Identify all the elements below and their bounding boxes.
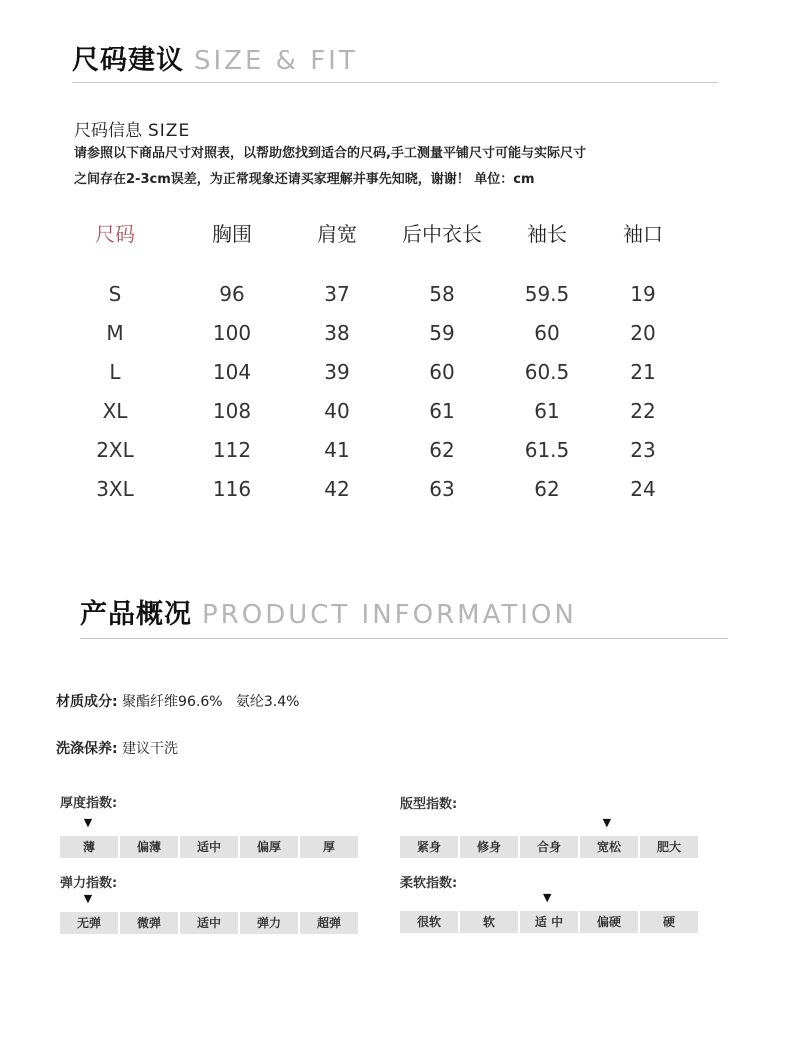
softness-index-option: 偏硬 [580, 911, 638, 933]
size-table-cell: 60 [429, 360, 455, 384]
size-section-title [72, 38, 358, 77]
size-table-cell: 21 [630, 360, 656, 384]
care-value: 建议干洗 [122, 741, 179, 757]
product-section-title [80, 592, 577, 631]
size-table-cell: 116 [212, 477, 252, 501]
size-table-cell: 23 [630, 438, 656, 462]
fit-index-label: 版型指数: [400, 797, 458, 812]
softness-index-marker-icon: ▼ [543, 891, 552, 904]
fit-index-marker-icon: ▼ [602, 816, 612, 829]
softness-index-label: 柔软指数: [400, 876, 458, 891]
product-title-cn: 产品概况 [80, 599, 192, 630]
size-table-cell: 112 [212, 438, 252, 462]
softness-index-bar [400, 911, 698, 933]
elasticity-index-option: 超弹 [300, 912, 358, 934]
elasticity-index-bar [60, 912, 358, 934]
size-table-cell: XL [102, 399, 128, 423]
elasticity-index-marker-icon: ▼ [83, 892, 93, 905]
thickness-index-option: 厚 [300, 836, 358, 858]
elasticity-index-option: 微弹 [120, 912, 178, 934]
care-label: 洗涤保养: [56, 741, 118, 757]
size-table-cell: 37 [324, 282, 350, 306]
size-table-cell: 60.5 [524, 360, 570, 384]
size-info-title-cn: 尺码信息 [74, 121, 142, 141]
size-table-cell: 61 [534, 399, 560, 423]
material-value: 聚酯纤维96.6% 氨纶3.4% [122, 694, 300, 710]
size-table-cell: 61.5 [524, 438, 570, 462]
size-table-cell: 2XL [96, 438, 134, 462]
size-table-cell: 60 [534, 321, 560, 345]
fit-index-option: 修身 [460, 836, 518, 858]
size-table-row [60, 399, 710, 438]
product-title-en: PRODUCT INFORMATION [202, 600, 577, 630]
elasticity-index-option: 弹力 [240, 912, 298, 934]
size-table-cell: 20 [630, 321, 656, 345]
size-table-cell: 3XL [96, 477, 134, 501]
size-table-cell: 42 [324, 477, 350, 501]
size-table-cell: 62 [534, 477, 560, 501]
material-label: 材质成分: [56, 694, 118, 710]
elasticity-index-label: 弹力指数: [60, 876, 118, 891]
fit-index-option: 合身 [520, 836, 578, 858]
thickness-index-bar [60, 836, 358, 858]
size-table-cell: 41 [324, 438, 350, 462]
size-table-row [60, 321, 710, 360]
thickness-index-option: 适中 [180, 836, 238, 858]
fit-index-option: 肥大 [640, 836, 698, 858]
size-table-row [60, 438, 710, 477]
size-table-row [60, 360, 710, 399]
size-table-cell: 104 [212, 360, 252, 384]
size-table-cell: 61 [429, 399, 455, 423]
size-table-cell: 19 [630, 282, 656, 306]
size-table-cell: 63 [429, 477, 455, 501]
thickness-index-marker-icon: ▼ [83, 816, 93, 829]
thickness-index-option: 偏厚 [240, 836, 298, 858]
thickness-index-option: 薄 [60, 836, 118, 858]
size-table-cell: 59.5 [524, 282, 570, 306]
size-table-header-cell: 尺码 [95, 222, 135, 246]
size-table-header-cell: 肩宽 [317, 222, 357, 246]
size-table-header [60, 218, 710, 282]
size-table-cell: 108 [212, 399, 252, 423]
size-intro-line-2: 之间存在2-3cm误差，为正常现象还请买家理解并事先知晓，谢谢！ 单位：cm [74, 172, 535, 187]
care-row [56, 738, 178, 758]
fit-index-option: 宽松 [580, 836, 638, 858]
thickness-index-option: 偏薄 [120, 836, 178, 858]
size-table-cell: 100 [212, 321, 252, 345]
size-table-cell: 39 [324, 360, 350, 384]
size-table-cell: 40 [324, 399, 350, 423]
size-intro-line-1: 请参照以下商品尺寸对照表，以帮助您找到适合的尺码,手工测量平铺尺寸可能与实际尺寸 [74, 146, 586, 161]
material-row [56, 691, 299, 711]
fit-index-option: 紧身 [400, 836, 458, 858]
size-table-cell: 22 [630, 399, 656, 423]
size-table-cell: 38 [324, 321, 350, 345]
size-title-divider [72, 82, 718, 83]
softness-index-option: 适 中 [520, 911, 578, 933]
size-table-cell: 58 [429, 282, 455, 306]
size-table-header-cell: 胸围 [212, 222, 252, 246]
size-table [60, 218, 710, 516]
size-info-heading [74, 116, 190, 141]
thickness-index-label: 厚度指数: [60, 796, 118, 811]
size-table-row [60, 282, 710, 321]
elasticity-index-option: 适中 [180, 912, 238, 934]
size-table-cell: 62 [429, 438, 455, 462]
softness-index-option: 硬 [640, 911, 698, 933]
size-title-en: SIZE & FIT [194, 46, 358, 76]
fit-index-bar [400, 836, 698, 858]
size-title-cn: 尺码建议 [72, 45, 184, 76]
size-table-cell: 24 [630, 477, 656, 501]
size-table-row [60, 477, 710, 516]
product-title-divider [80, 638, 728, 639]
size-table-cell: L [109, 360, 121, 384]
size-table-header-cell: 后中衣长 [402, 222, 482, 246]
size-table-cell: S [108, 282, 122, 306]
softness-index-option: 很软 [400, 911, 458, 933]
size-table-cell: 96 [219, 282, 245, 306]
size-table-cell: M [106, 321, 124, 345]
softness-index-option: 软 [460, 911, 518, 933]
size-table-header-cell: 袖长 [527, 222, 567, 246]
elasticity-index-option: 无弹 [60, 912, 118, 934]
size-table-header-cell: 袖口 [623, 222, 663, 246]
size-info-title-en: SIZE [148, 121, 191, 141]
size-table-cell: 59 [429, 321, 455, 345]
